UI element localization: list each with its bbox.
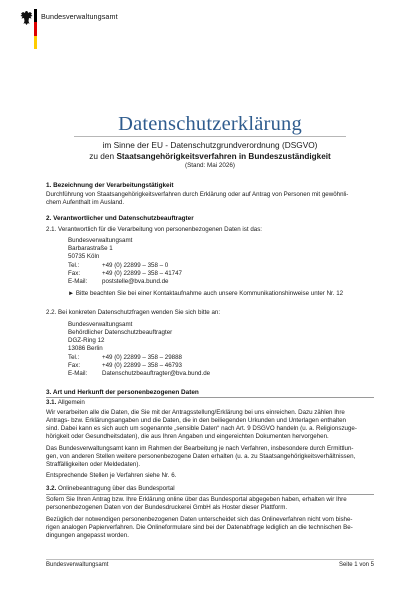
address-line: Barbarastraße 1 — [68, 245, 113, 252]
section-3-heading: 3. Art und Herkunft der personenbezogenen Daten — [46, 389, 199, 396]
agency-header — [18, 9, 118, 49]
paragraph-line: gen, von anderen Stellen weitere personenbezogene Daten erhalten (u. a. zu Staatsangehörigkeitsverhältnissen, — [46, 453, 356, 460]
paragraph-line: Bezüglich der notwendigen personenbezogenen Daten unterscheidet sich das Onlineverfahren nicht vom bishe- — [46, 516, 353, 523]
paragraph-line: Das Bundesverwaltungsamt kann im Rahmen der Bearbeitung je nach Verfahren, insbesondere durch Ermittlun- — [46, 445, 354, 452]
contact-fax: Fax: +49 (0) 22899 – 358 – 41747 — [68, 270, 182, 277]
section-3-1-heading: 3.1. Allgemein — [46, 399, 85, 406]
section-3-2-rule — [46, 494, 374, 495]
contact-phone: Tel.: +49 (0) 22899 – 358 – 0 — [68, 262, 169, 269]
address-line: DGZ-Ring 12 — [68, 337, 105, 344]
paragraph-line: dingungen angepasst worden. — [46, 532, 129, 539]
contact-email: E-Mail: Datenschutzbeauftragter@bva.bund.de — [68, 370, 211, 377]
section-1-heading: 1. Bezeichnung der Verarbeitungstätigkeit — [46, 182, 174, 189]
federal-eagle-icon — [20, 10, 33, 26]
subtitle-line1: im Sinne der EU - Datenschutzgrundverordnung (DSGVO) — [102, 140, 318, 150]
paragraph-line: rigen analogen Papierverfahren. Die Onlineformulare sind bei der Datenabfrage lediglich an die technischen Be- — [46, 524, 353, 531]
section-2-2-text: 2.2. Bei konkreten Datenschutzfragen wenden Sie sich bitte an: — [46, 309, 221, 316]
communication-note: ► Bitte beachten Sie bei einer Kontaktaufnahme auch unsere Kommunikationshinweise unter Nr. 12 — [68, 290, 344, 297]
address-line: Bundesverwaltungsamt — [68, 237, 133, 244]
section-1-line: chem Aufenthalt im Ausland. — [46, 199, 125, 206]
paragraph-line: sind. Dabei kann es sich auch um sogenannte „sensible Daten“ nach Art. 9 DSGVO handeln (u. a. Religionszuge- — [46, 425, 357, 432]
title-rule — [74, 136, 346, 137]
address-line: 50735 Köln — [68, 253, 100, 260]
contact-email: E-Mail: poststelle@bva.bund.de — [68, 278, 169, 285]
paragraph-line: Entsprechende Stellen je Verfahren siehe Nr. 6. — [46, 472, 177, 479]
email-link[interactable]: Datenschutzbeauftragter@bva.bund.de — [102, 370, 211, 377]
footer-agency: Bundesverwaltungsamt — [46, 562, 109, 568]
email-link[interactable]: poststelle@bva.bund.de — [102, 278, 169, 285]
section-2-heading: 2. Verantwortlicher und Datenschutzbeauftragter — [46, 215, 194, 222]
subtitle-line2: zu den Staatsangehörigkeitsverfahren in Bundeszuständigkeit — [89, 151, 331, 161]
document-title: Datenschutzerklärung — [118, 113, 302, 135]
paragraph-line: Antrags- bzw. Erklärungsangaben und die Daten, die in den beiliegenden Urkunden und Unterlagen enthalten — [46, 417, 346, 424]
agency-name: Bundesverwaltungsamt — [41, 12, 118, 21]
paragraph-line: Straffälligkeiten oder Meldedaten). — [46, 461, 141, 468]
section-3-rule — [46, 397, 374, 398]
contact-phone: Tel.: +49 (0) 22899 – 358 – 29888 — [68, 354, 182, 361]
section-1-line: Durchführung von Staatsangehörigkeitsverfahren durch Erklärung oder auf Antrag von Personen mit gewöhnli- — [46, 191, 349, 198]
paragraph-line: Wir verarbeiten alle die Daten, die Sie mit der Antragsstellung/Erklärung bei uns einreichen. Dazu zählen Ihre — [46, 409, 345, 416]
section-3-2-heading: 3.2. Onlinebeantragung über das Bundesportal — [46, 485, 175, 492]
page-number: Seite 1 von 5 — [338, 562, 374, 568]
subtitle-date: (Stand: Mai 2026) — [184, 162, 236, 169]
flag-stripe — [34, 9, 37, 49]
address-line: Behördlicher Datenschutzbeauftragter — [68, 329, 173, 336]
paragraph-line: Sofern Sie Ihren Antrag bzw. Ihre Erklärung online über das Bundesportal abgegeben haben, erhalten wir Ihre — [46, 496, 347, 503]
contact-fax: Fax: +49 (0) 22899 – 358 – 46793 — [68, 362, 182, 369]
paragraph-line: hörigkeit oder Gesundheitsdaten), die aus Ihren Angaben und eingereichten Dokumenten hervorgehen. — [46, 433, 329, 440]
address-line: Bundesverwaltungsamt — [68, 321, 133, 328]
section-2-1-text: 2.1. Verantwortlich für die Verarbeitung von personenbezogenen Daten ist das: — [46, 226, 263, 233]
paragraph-line: personenbezogenen Daten von der Bundesdruckerei GmbH als Hoster dieser Plattform. — [46, 504, 288, 511]
footer-rule — [46, 559, 374, 560]
address-line: 13086 Berlin — [68, 345, 103, 352]
